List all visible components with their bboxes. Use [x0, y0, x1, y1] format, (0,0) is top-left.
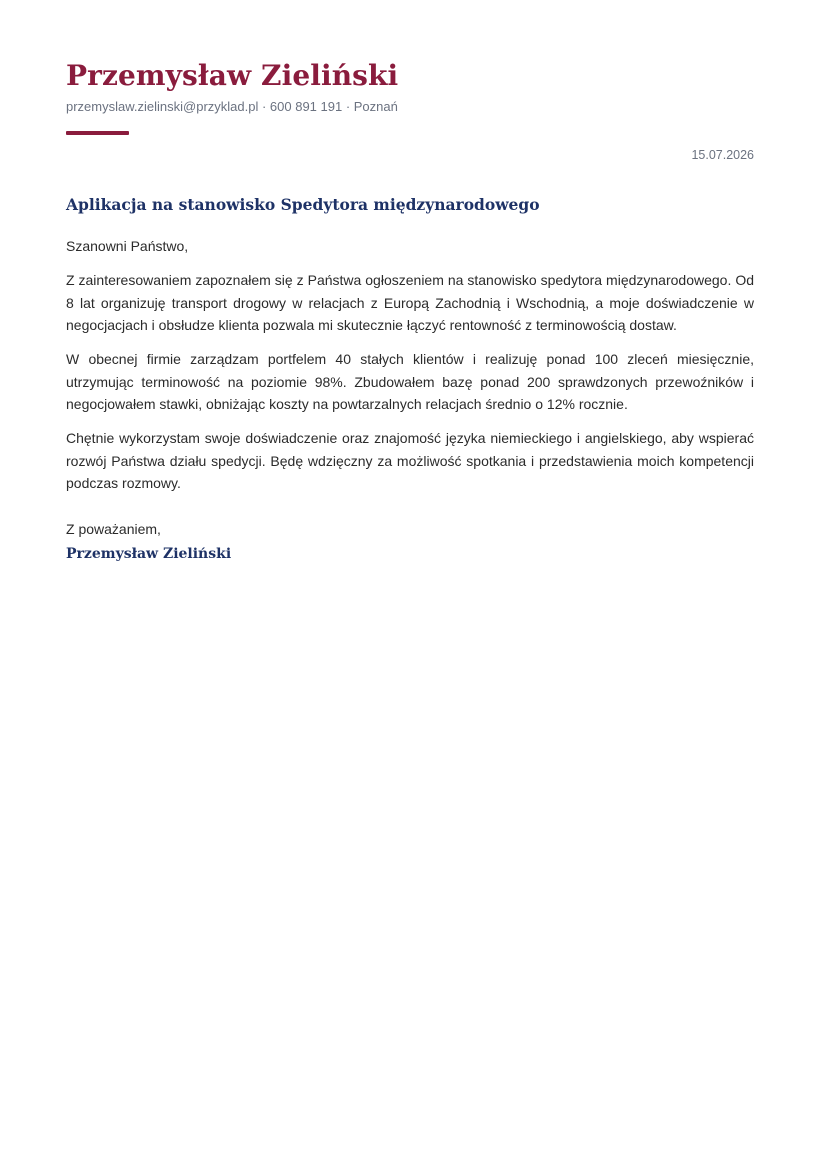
letter-date: 15.07.2026: [691, 148, 754, 162]
letter-closing: Z poważaniem,: [66, 521, 161, 537]
letter-paragraph: Chętnie wykorzystam swoje doświadczenie oraz znajomość języka niemieckiego i angielskiego, aby wspierać rozwój Państwa działu spedycji. Będę wdzięczny za możliwość spotkania i przedstawienia moich kompetencji podczas rozmowy.: [66, 430, 754, 491]
sender-contact-line: przemyslaw.zielinski@przyklad.pl · 600 891 191 · Poznań: [66, 99, 398, 114]
letter-salutation: Szanowni Państwo,: [66, 238, 189, 254]
letter-paragraph: Z zainteresowaniem zapoznałem się z Państwa ogłoszeniem na stanowisko spedytora międzynarodowego. Od 8 lat organizuję transport drogowy w relacjach z Europą Zachodnią i Wschodnią, a moje doświadczenie w negocjacjach i obsłudze klienta pozwala mi skutecznie łączyć rentowność z terminowością dostaw.: [66, 272, 754, 333]
accent-divider: [66, 131, 129, 135]
letter-signature: Przemysław Zieliński: [66, 546, 232, 562]
letter-subject: Aplikacja na stanowisko Spedytora międzynarodowego: [66, 195, 540, 214]
letter-paragraph: W obecnej firmie zarządzam portfelem 40 stałych klientów i realizuję ponad 100 zleceń miesięcznie, utrzymując terminowość na poziomie 98%. Zbudowałem bazę ponad 200 sprawdzonych przewoźników i negocjowałem stawki, obniżając koszty na powtarzalnych relacjach średnio o 12% rocznie.: [66, 351, 754, 412]
sender-name: Przemysław Zieliński: [66, 59, 399, 92]
